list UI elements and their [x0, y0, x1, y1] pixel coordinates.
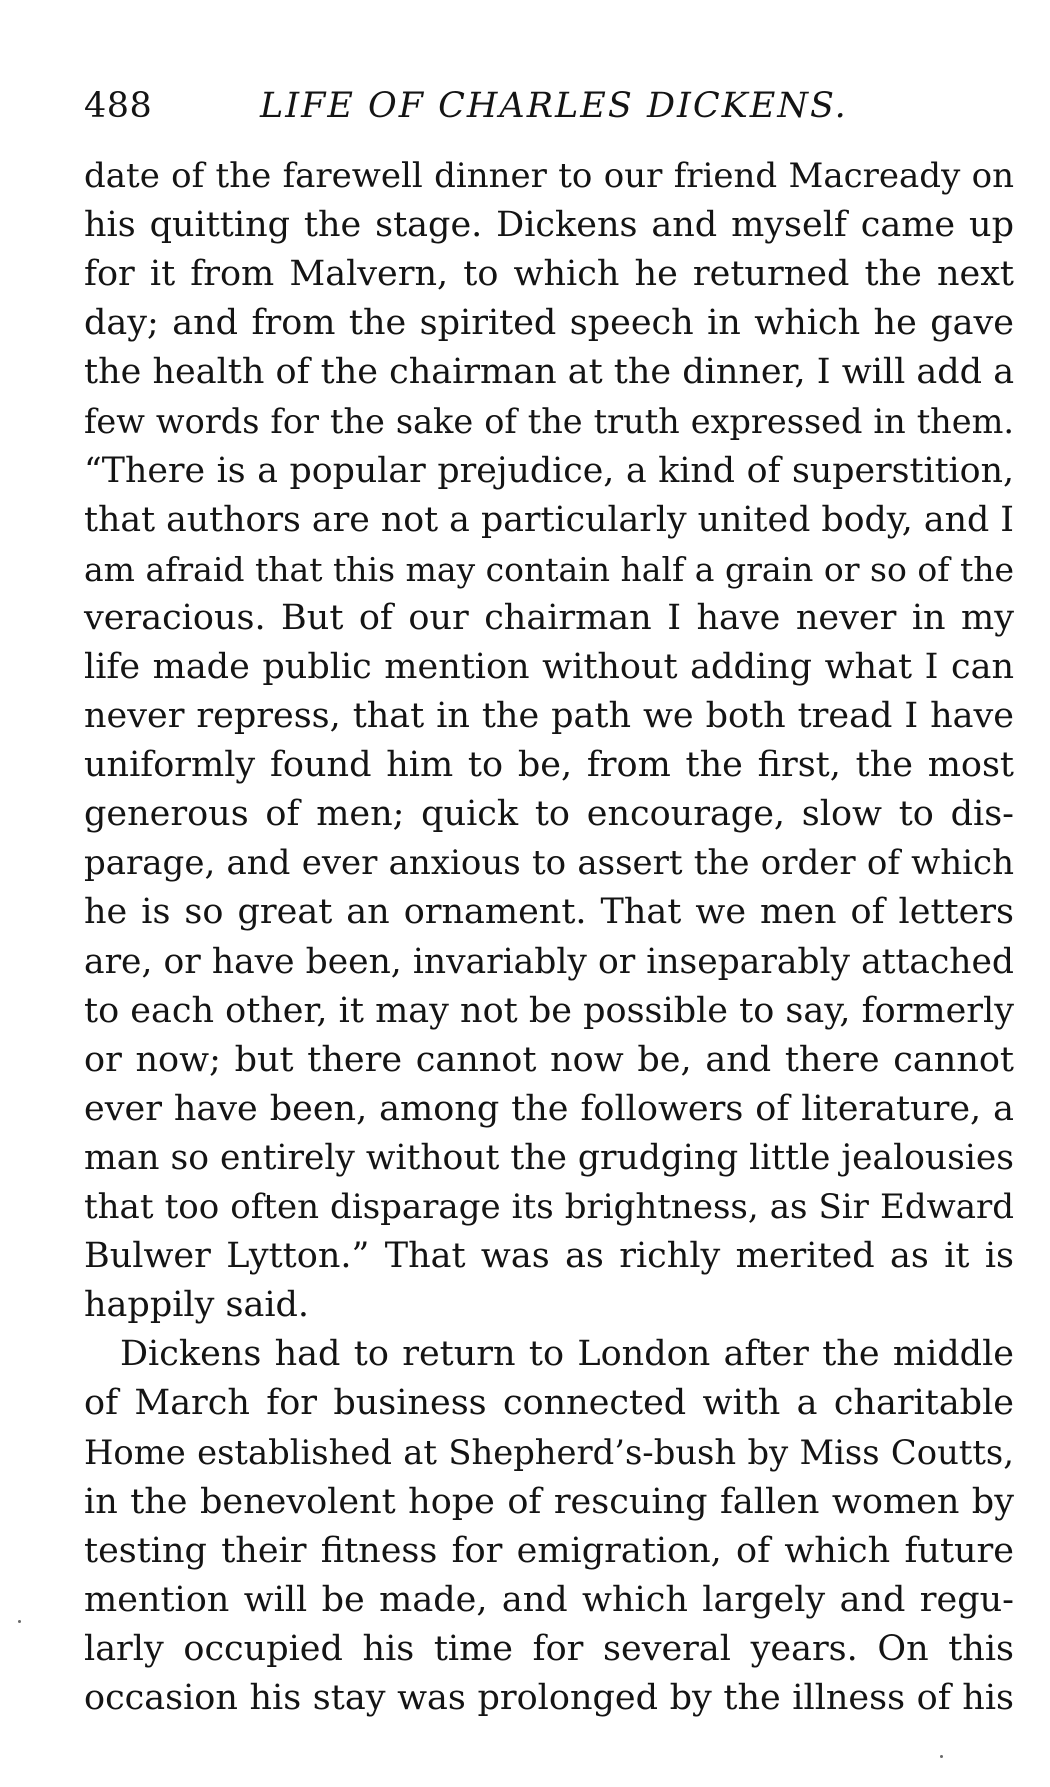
body-text	[84, 152, 1014, 1723]
text-line: he is so great an ornament. That we men of letters	[84, 892, 1014, 933]
page-number: 488	[84, 86, 153, 126]
text-line: “There is a popular prejudice, a kind of superstition,	[84, 450, 1014, 491]
text-line: Dickens had to return to London after the middle	[120, 1334, 1014, 1375]
text-line: mention will be made, and which largely and regu-	[84, 1579, 1014, 1620]
print-speck	[18, 1620, 21, 1623]
text-line: occasion his stay was prolonged by the illness of his	[84, 1677, 1014, 1718]
book-page	[84, 78, 1014, 1758]
text-line: larly occupied his time for several years. On this	[84, 1628, 1014, 1669]
text-line: or now; but there cannot now be, and there cannot	[84, 1039, 1014, 1080]
text-line: man so entirely without the grudging little jealousies	[84, 1137, 1014, 1178]
text-line: happily said.	[84, 1285, 310, 1326]
text-line: few words for the sake of the truth expressed in them.	[84, 402, 1014, 442]
text-line: uniformly found him to be, from the first, the most	[84, 745, 1014, 786]
text-line: ever have been, among the followers of literature, a	[84, 1088, 1014, 1129]
text-line: am afraid that this may contain half a grain or so of the	[84, 549, 1014, 589]
text-line: of March for business connected with a charitable	[84, 1383, 1014, 1424]
paragraph-2	[84, 1330, 1014, 1723]
text-line: for it from Malvern, to which he returned the next	[84, 254, 1014, 295]
text-line: that too often disparage its brightness, as Sir Edward	[84, 1186, 1014, 1227]
text-line: date of the farewell dinner to our friend Macready on	[84, 156, 1014, 196]
text-line: life made public mention without adding what I can	[84, 646, 1014, 687]
text-line: in the benevolent hope of rescuing fallen women by	[84, 1481, 1014, 1522]
text-line: day; and from the spirited speech in which he gave	[84, 303, 1014, 344]
text-line: that authors are not a particularly united body, and I	[84, 499, 1015, 540]
text-line: parage, and ever anxious to assert the order of which	[84, 843, 1014, 884]
text-line: never repress, that in the path we both tread I have	[84, 696, 1014, 737]
paragraph-1	[84, 152, 1014, 1330]
running-head-title: LIFE OF CHARLES DICKENS.	[260, 86, 848, 126]
text-line: veracious. But of our chairman I have never in my	[84, 597, 1014, 638]
text-line: Home established at Shepherd’s-bush by Miss Coutts,	[84, 1433, 1014, 1473]
text-line: generous of men; quick to encourage, slow to dis-	[84, 794, 1014, 835]
text-line: the health of the chairman at the dinner, I will add a	[84, 352, 1015, 393]
running-head	[84, 78, 1014, 134]
text-line: his quitting the stage. Dickens and myself came up	[84, 205, 1014, 246]
text-line: to each other, it may not be possible to say, formerly	[84, 990, 1014, 1031]
text-line: testing their fitness for emigration, of which future	[84, 1530, 1014, 1571]
print-speck	[940, 1755, 943, 1758]
text-line: are, or have been, invariably or inseparably attached	[84, 941, 1014, 982]
text-line: Bulwer Lytton.” That was as richly merited as it is	[84, 1236, 1014, 1277]
